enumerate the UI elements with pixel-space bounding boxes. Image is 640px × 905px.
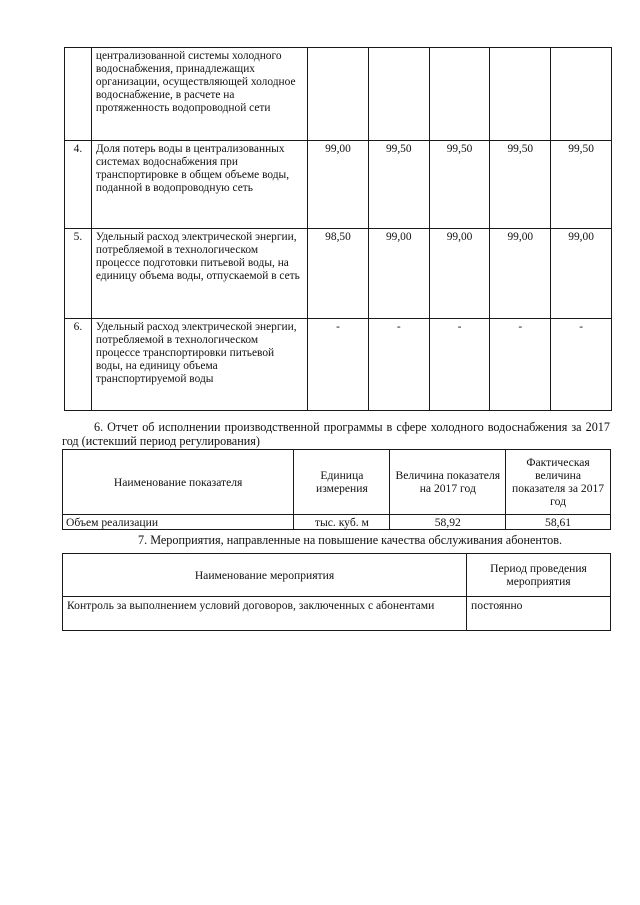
table-row (63, 515, 611, 530)
indicator-value (490, 48, 551, 141)
indicator-value: - (308, 319, 369, 411)
unit-cell: тыс. куб. м (294, 515, 390, 530)
row-number: 5. (65, 229, 92, 319)
indicator-value (308, 48, 369, 141)
row-number: 6. (65, 319, 92, 411)
row-number: 4. (65, 141, 92, 229)
indicator-name: Удельный расход электрической энергии, потребляемой в технологическом процессе транспортировки питьевой воды, на единицу объема транспортируемой воды (91, 319, 307, 411)
indicators-table (64, 47, 612, 411)
column-header: Наименование показателя (63, 450, 294, 515)
table-header-row (63, 554, 611, 597)
measure-name: Контроль за выполнением условий договоров, заключенных с абонентами (63, 597, 467, 631)
measure-period: постоянно (467, 597, 611, 631)
indicator-value: 98,50 (308, 229, 369, 319)
indicator-value: - (490, 319, 551, 411)
table-row (65, 229, 612, 319)
indicator-name: Объем реализации (63, 515, 294, 530)
indicator-value: 99,50 (551, 141, 612, 229)
column-header: Единица измерения (294, 450, 390, 515)
table-row (65, 141, 612, 229)
indicator-value: 99,50 (490, 141, 551, 229)
column-header: Фактическая величина показателя за 2017 год (506, 450, 611, 515)
planned-value: 58,92 (390, 515, 506, 530)
indicator-value (551, 48, 612, 141)
indicator-value: 99,00 (429, 229, 490, 319)
indicator-value: - (551, 319, 612, 411)
indicator-value: 99,00 (551, 229, 612, 319)
column-header: Наименование мероприятия (63, 554, 467, 597)
table-row (63, 597, 611, 631)
table-row (65, 48, 612, 141)
row-number (65, 48, 92, 141)
indicator-value: 99,50 (368, 141, 429, 229)
measures-table (62, 553, 611, 631)
column-header: Период проведения мероприятия (467, 554, 611, 597)
column-header: Величина показателя на 2017 год (390, 450, 506, 515)
section-6-heading: 6. Отчет об исполнении производственной программы в сфере холодного водоснабжения за 2017 год (истекший период регулирования) (62, 420, 610, 448)
indicator-value: 99,50 (429, 141, 490, 229)
program-report-table (62, 449, 611, 530)
indicator-value: 99,00 (490, 229, 551, 319)
indicator-value: - (429, 319, 490, 411)
indicator-name: Удельный расход электрической энергии, потребляемой в технологическом процессе подготовки питьевой воды, на единицу объема воды, отпускаемой в сеть (91, 229, 307, 319)
indicator-value (429, 48, 490, 141)
indicator-name: централизованной системы холодного водоснабжения, принадлежащих организации, осуществляющей холодное водоснабжение, в расчете на протяженность водопроводной сети (91, 48, 307, 141)
indicator-value: 99,00 (308, 141, 369, 229)
actual-value: 58,61 (506, 515, 611, 530)
section-7-heading: 7. Мероприятия, направленные на повышение качества обслуживания абонентов. (138, 533, 563, 547)
indicator-name: Доля потерь воды в централизованных системах водоснабжения при транспортировке в общем объеме воды, поданной в водопроводную сеть (91, 141, 307, 229)
indicator-value (368, 48, 429, 141)
table-header-row (63, 450, 611, 515)
indicator-value: 99,00 (368, 229, 429, 319)
indicator-value: - (368, 319, 429, 411)
table-row (65, 319, 612, 411)
